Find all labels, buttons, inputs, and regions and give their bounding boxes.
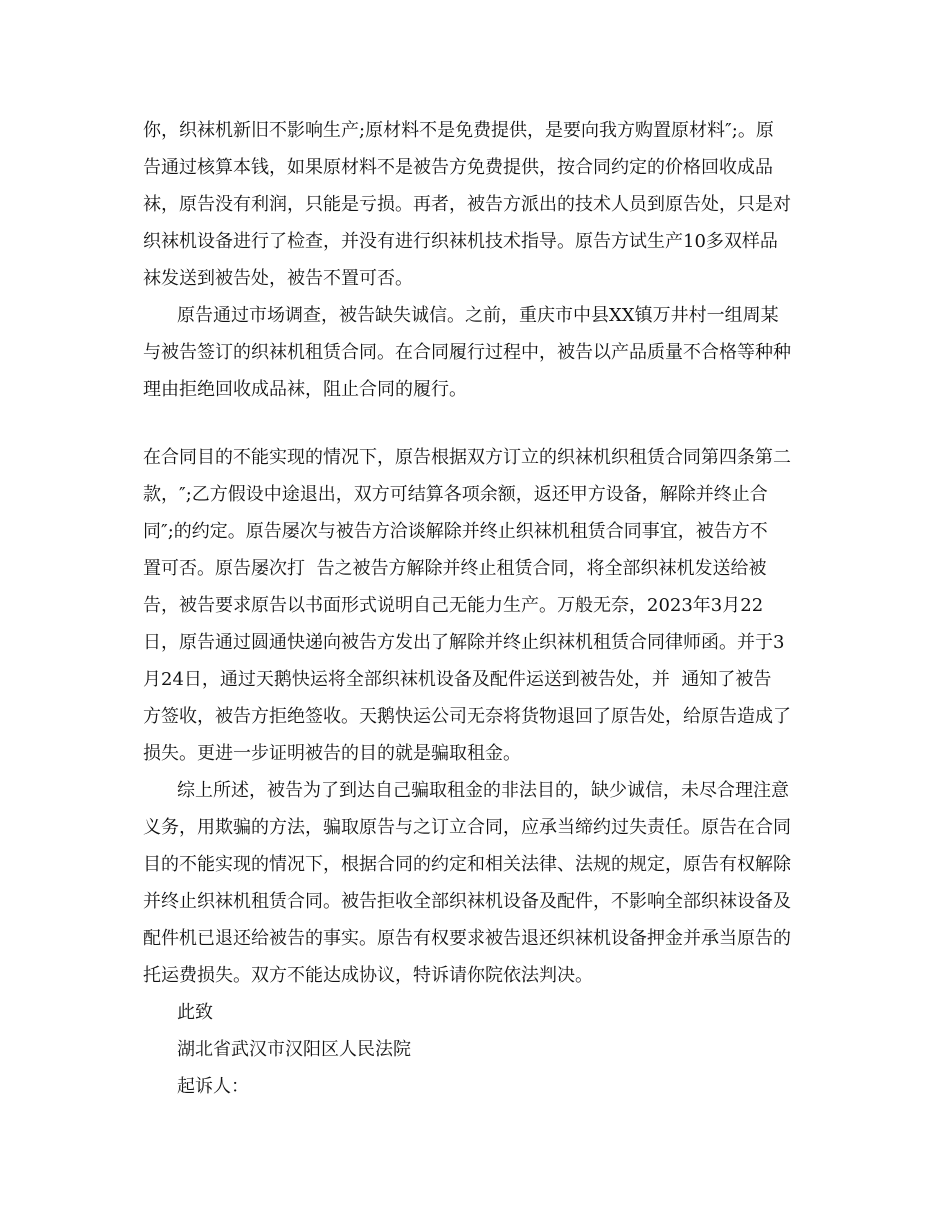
text-line: 款，″;乙方假设中途退出，双方可结算各项余额，返还甲方设备，解除并终止合 — [143, 484, 768, 505]
text-line: 告通过核算本钱，如果原材料不是被告方免费提供，按合同约定的价格回收成品 — [143, 157, 773, 178]
text-line: 你，织袜机新旧不影响生产;原材料不是免费提供，是要向我方购置原材料″;。原 — [143, 120, 774, 141]
text-line: 目的不能实现的情况下，根据合同的约定和相关法律、法规的规定，原告有权解除 — [143, 854, 791, 875]
text-line: 置可否。原告屡次打 告之被告方解除并终止租赁合同，将全部织袜机发送给被 — [143, 558, 767, 579]
plaintiff-label: 起诉人： — [177, 1076, 249, 1097]
text-line: 与被告签订的织袜机租赁合同。在合同履行过程中，被告以产品质量不合格等种种 — [143, 342, 791, 363]
text-line: 袜发送到被告处，被告不置可否。 — [143, 268, 413, 289]
text-line: 理由拒绝回收成品袜，阻止合同的履行。 — [143, 379, 467, 400]
court-name: 湖北省武汉市汉阳区人民法院 — [177, 1039, 411, 1060]
text-line: 托运费损失。双方不能达成协议，特诉请你院依法判决。 — [143, 965, 593, 986]
text-line: 损失。更进一步证明被告的目的就是骗取租金。 — [143, 743, 521, 764]
text-line: 方签收，被告方拒绝签收。天鹅快运公司无奈将货物退回了原告处，给原告造成了 — [143, 706, 791, 727]
text-line: 综上所述，被告为了到达自己骗取租金的非法目的，缺少诚信，未尽合理注意 — [177, 780, 789, 801]
text-line: 袜，原告没有利润，只能是亏损。再者，被告方派出的技术人员到原告处，只是对 — [143, 194, 791, 215]
text-line: 原告通过市场调查，被告缺失诚信。之前，重庆市中县XX镇万井村一组周某 — [177, 305, 779, 326]
text-line: 配件机已退还给被告的事实。原告有权要求被告退还织袜机设备押金并承当原告的 — [143, 928, 791, 949]
text-line: 织袜机设备进行了检查，并没有进行织袜机技术指导。原告方试生产10多双样品 — [143, 231, 778, 252]
text-line: 同″;的约定。原告屡次与被告方洽谈解除并终止织袜机租赁合同事宜，被告方不 — [143, 521, 768, 542]
text-line: 告，被告要求原告以书面形式说明自己无能力生产。万般无奈，2023年3月22 — [143, 595, 764, 616]
text-line: 日，原告通过圆通快递向被告方发出了解除并终止织袜机租赁合同律师函。并于3 — [143, 632, 785, 653]
text-line: 月24日，通过天鹅快运将全部织袜机设备及配件运送到被告处，并 通知了被告 — [143, 669, 772, 690]
salutation: 此致 — [177, 1002, 213, 1023]
text-line: 在合同目的不能实现的情况下，原告根据双方订立的织袜机织租赁合同第四条第二 — [143, 447, 791, 468]
text-line: 并终止织袜机租赁合同。被告拒收全部织袜机设备及配件，不影响全部织袜设备及 — [143, 891, 791, 912]
text-line: 义务，用欺骗的方法，骗取原告与之订立合同，应承当缔约过失责任。原告在合同 — [143, 817, 791, 838]
